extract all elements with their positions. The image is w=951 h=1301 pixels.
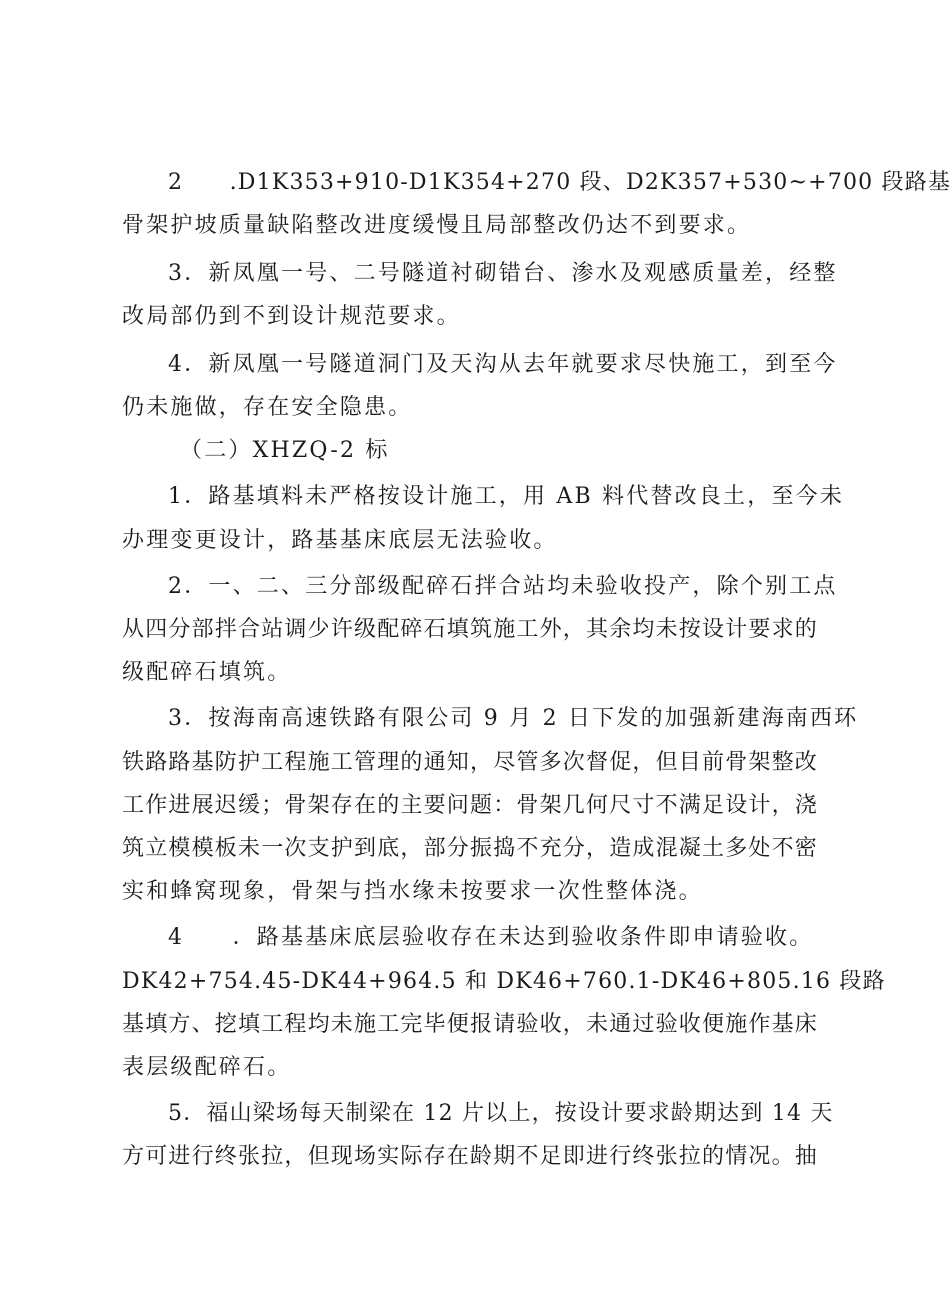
paragraph-line: 3．新凤凰一号、二号隧道衬砌错台、渗水及观感质量差，经整 <box>168 261 838 286</box>
paragraph-line: 2．一、二、三分部级配碎石拌合站均未验收投产，除个别工点 <box>168 574 838 599</box>
paragraph-line: 级配碎石填筑。 <box>122 660 292 685</box>
section-heading: （二）XHZQ-2 标 <box>180 438 390 463</box>
paragraph-line: 工作进展迟缓；骨架存在的主要问题：骨架几何尺寸不满足设计，浇 <box>122 793 819 818</box>
paragraph-line: 3．按海南高速铁路有限公司 9 月 2 日下发的加强新建海南西环 <box>168 706 859 731</box>
paragraph-line: 仍未施做，存在安全隐患。 <box>122 395 413 420</box>
paragraph-line: 表层级配碎石。 <box>122 1055 292 1080</box>
paragraph-line: 方可进行终张拉，但现场实际存在龄期不足即进行终张拉的情况。抽 <box>122 1144 819 1169</box>
paragraph-line: 4．新凤凰一号隧道洞门及天沟从去年就要求尽快施工，到至今 <box>168 352 838 377</box>
paragraph-line: DK42+754.45-DK44+964.5 和 DK46+760.1-DK46+805.16 段路 <box>122 969 886 994</box>
paragraph-line: 改局部仍到不到设计规范要求。 <box>122 304 461 329</box>
paragraph-line: 骨架护坡质量缺陷整改进度缓慢且局部整改仍达不到要求。 <box>122 213 752 238</box>
paragraph-line: 5．福山梁场每天制梁在 12 片以上，按设计要求龄期达到 14 天 <box>168 1101 834 1126</box>
paragraph-line: 铁路路基防护工程施工管理的通知，尽管多次督促，但目前骨架整改 <box>122 750 819 775</box>
paragraph-line: 基填方、挖填工程均未施工完毕便报请验收，未通过验收便施作基床 <box>122 1012 819 1037</box>
paragraph-line: 办理变更设计，路基基床底层无法验收。 <box>122 528 558 553</box>
paragraph-line: 2 .D1K353+910-D1K354+270 段、D2K357+530~+700 段路基 <box>168 170 951 195</box>
paragraph-line: 4 ．路基基床底层验收存在未达到验收条件即申请验收。 <box>168 925 814 950</box>
paragraph-line: 1．路基填料未严格按设计施工，用 AB 料代替改良土，至今未 <box>168 484 845 509</box>
paragraph-line: 实和蜂窝现象，骨架与挡水缘未按要求一次性整体浇。 <box>122 879 703 904</box>
paragraph-line: 从四分部拌合站调少许级配碎石填筑施工外，其余均未按设计要求的 <box>122 617 819 642</box>
paragraph-line: 筑立模模板未一次支护到底，部分振捣不充分，造成混凝土多处不密 <box>122 836 819 861</box>
